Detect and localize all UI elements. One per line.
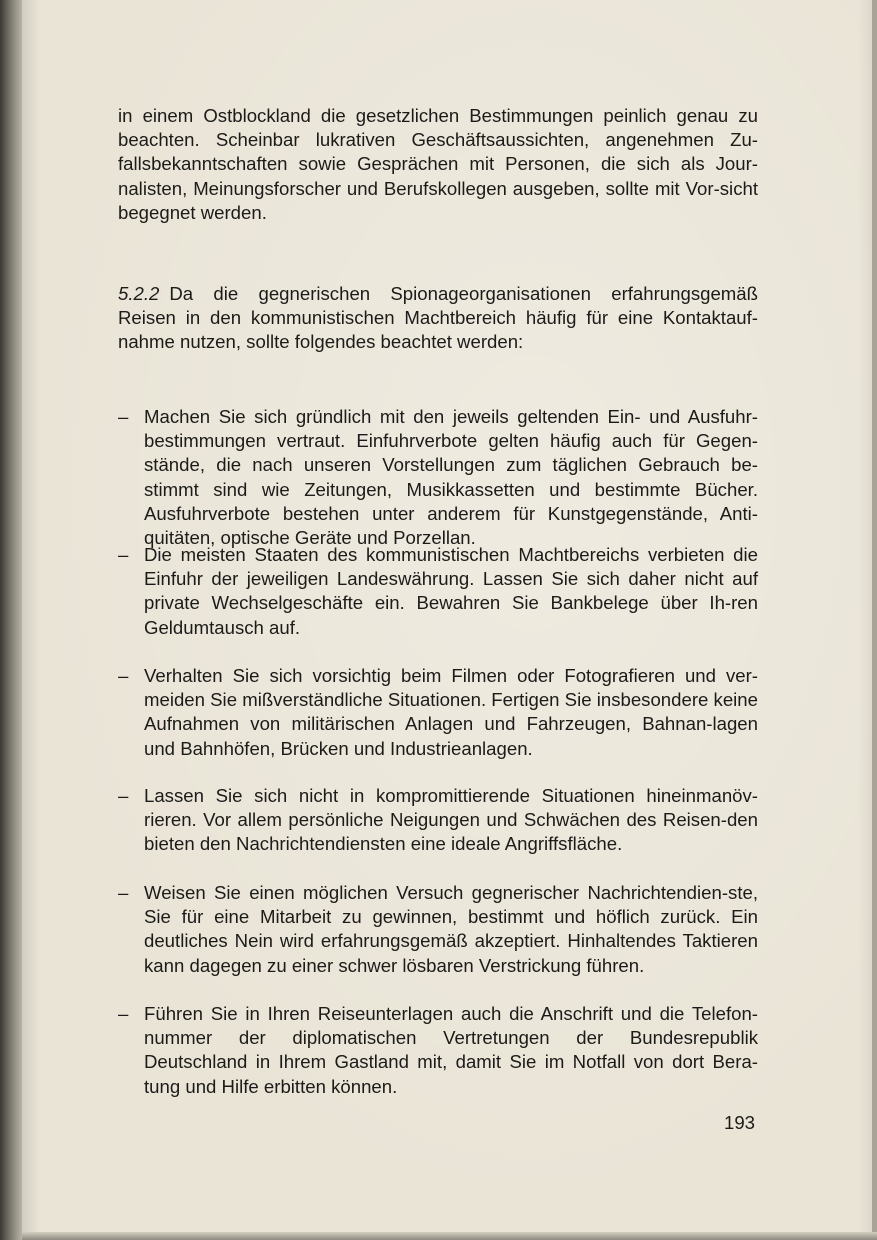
list-item	[118, 784, 758, 857]
list-item	[118, 1002, 758, 1099]
bullet-dash: –	[118, 785, 129, 806]
list-item-text: Die meisten Staaten des kommunistischen Machtbereichs verbieten die Einfuhr der jeweiligen Landeswährung. Lassen Sie sich daher nicht auf private Wechselgeschäfte ein. Bewahren Sie Bankbelege über Ih-ren Geldumtausch auf.	[144, 544, 758, 638]
list-item-text: Lassen Sie sich nicht in kompromittierende Situationen hineinmanöv-rieren. Vor allem persönliche Neigungen und Schwächen des Reisen-den bieten den Nachrichtendiensten eine ideale Angriffsfläche.	[144, 785, 758, 855]
list-item	[118, 664, 758, 761]
section-number: 5.2.2	[118, 283, 160, 304]
book-gutter	[0, 0, 22, 1240]
list-item-text: Führen Sie in Ihren Reiseunterlagen auch die Anschrift und die Telefon-nummer der diplomatischen Vertretungen der Bundesrepublik Deutschland in Ihrem Gastland mit, damit Sie im Notfall von dort Bera-tung und Hilfe erbitten können.	[144, 1003, 758, 1097]
page-number: 193	[724, 1112, 756, 1133]
page-edge	[872, 0, 877, 1240]
bullet-dash: –	[118, 406, 129, 427]
list-item	[118, 881, 758, 978]
bullet-dash: –	[118, 882, 129, 903]
page-bottom-edge	[22, 1232, 877, 1240]
bullet-dash: –	[118, 1003, 129, 1024]
list-item	[118, 405, 758, 550]
intro-paragraph: in einem Ostblockland die gesetzlichen Bestimmungen peinlich genau zu beachten. Scheinbar lukrativen Geschäftsaussichten, angenehmen Zu-fallsbekanntschaften sowie Gesprächen mit Personen, die sich als Jour-nalisten, Meinungsforscher und Berufskollegen ausgeben, sollte mit Vor-sicht begegnet werden.	[118, 105, 758, 223]
list-item-text: Weisen Sie einen möglichen Versuch gegnerischer Nachrichtendien-ste, Sie für eine Mitarbeit zu gewinnen, bestimmt und höflich zurück. Ein deutliches Nein wird erfahrungsgemäß akzeptiert. Hinhaltendes Taktieren kann dagegen zu einer schwer lösbaren Verstrickung führen.	[144, 882, 758, 976]
bullet-dash: –	[118, 665, 129, 686]
section-paragraph	[118, 282, 758, 355]
section-text: Da die gegnerischen Spionageorganisationen erfahrungsgemäß Reisen in den kommunistischen Machtbereich häufig für eine Kontaktauf-nahme nutzen, sollte folgendes beachtet werden:	[118, 283, 758, 353]
list-item-text: Machen Sie sich gründlich mit den jeweils geltenden Ein- und Ausfuhr-bestimmungen vertraut. Einfuhrverbote gelten häufig auch für Gegen-stände, die nach unseren Vorstellungen zum täglichen Gebrauch be-stimmt sind wie Zeitungen, Musikkassetten und bestimmte Bücher. Ausfuhrverbote bestehen unter anderem für Kunstgegenstände, Anti-quitäten, optische Geräte und Porzellan.	[144, 406, 758, 549]
list-item	[118, 543, 758, 640]
bullet-dash: –	[118, 544, 129, 565]
list-item-text: Verhalten Sie sich vorsichtig beim Filmen oder Fotografieren und ver-meiden Sie mißverständliche Situationen. Fertigen Sie insbesondere keine Aufnahmen von militärischen Anlagen und Fahrzeugen, Bahnan-lagen und Bahnhöfen, Brücken und Industrieanlagen.	[144, 665, 758, 759]
